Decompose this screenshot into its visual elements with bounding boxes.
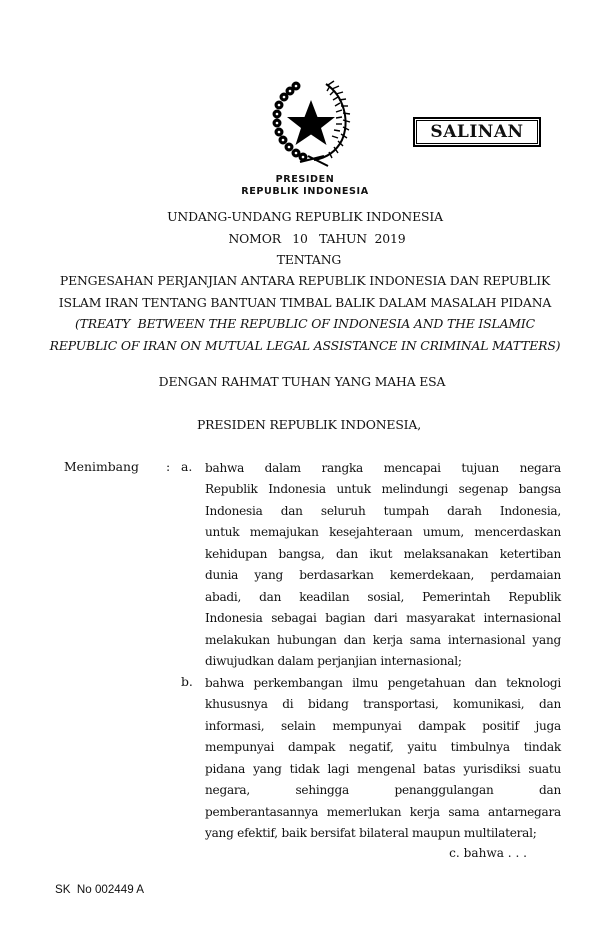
office-line-2: REPUBLIK INDONESIA bbox=[241, 186, 369, 197]
salinan-stamp bbox=[413, 117, 541, 147]
office-line-1: PRESIDEN bbox=[275, 174, 335, 185]
tentang-heading: TENTANG bbox=[276, 252, 342, 267]
item-line: pidana yang tidak lagi mengenal batas yurisdiksi suatu bbox=[205, 762, 561, 776]
garuda-star-emblem-icon bbox=[268, 76, 354, 168]
item-line: mempunyai dampak negatif, yaitu timbulnya tindak bbox=[205, 740, 561, 754]
subject-line-2: ISLAM IRAN TENTANG BANTUAN TIMBAL BALIK DALAM MASALAH PIDANA bbox=[58, 295, 552, 310]
considerations-colon: : bbox=[166, 459, 171, 474]
item-line: Indonesia sebagai bagian dari masyarakat internasional bbox=[205, 611, 561, 625]
item-line: dunia yang berdasarkan kemerdekaan, perdamaian bbox=[205, 568, 561, 582]
document-serial-number: SK No 002449 A bbox=[55, 883, 144, 896]
item-line: informasi, selain mempunyai dampak positif juga bbox=[205, 719, 561, 733]
item-line: abadi, dan keadilan sosial, Pemerintah Republik bbox=[205, 590, 561, 604]
subject-english-line-1: (TREATY BETWEEN THE REPUBLIC OF INDONESIA AND THE ISLAMIC bbox=[74, 316, 536, 331]
item-marker: b. bbox=[181, 674, 193, 689]
item-line: bahwa dalam rangka mencapai tujuan negara bbox=[205, 461, 561, 475]
item-line: pemberantasannya memerlukan kerja sama antarnegara bbox=[205, 805, 561, 819]
considerations-label: Menimbang bbox=[64, 459, 139, 474]
invocation: DENGAN RAHMAT TUHAN YANG MAHA ESA bbox=[158, 374, 446, 389]
item-line: diwujudkan dalam perjanjian internasional; bbox=[205, 654, 462, 668]
authority-line: PRESIDEN REPUBLIK INDONESIA, bbox=[197, 417, 421, 432]
item-line: Indonesia dan seluruh tumpah darah Indonesia, bbox=[205, 504, 561, 518]
item-line: khususnya di bidang transportasi, komunikasi, dan bbox=[205, 697, 561, 711]
stamp-inner-border bbox=[416, 120, 538, 144]
item-line: yang efektif, baik bersifat bilateral maupun multilateral; bbox=[205, 826, 537, 840]
item-line: bahwa perkembangan ilmu pengetahuan dan teknologi bbox=[205, 676, 561, 690]
law-number-line: NOMOR 10 TAHUN 2019 bbox=[228, 231, 406, 246]
item-line: melakukan hubungan dan kerja sama internasional yang bbox=[205, 633, 561, 647]
law-type: UNDANG-UNDANG REPUBLIK INDONESIA bbox=[167, 209, 443, 224]
item-line: Republik Indonesia untuk melindungi segenap bangsa bbox=[205, 482, 561, 496]
stamp-text: SALINAN bbox=[430, 122, 524, 142]
item-line: negara, sehingga penanggulangan dan bbox=[205, 783, 561, 797]
item-line: kehidupan bangsa, dan ikut melaksanakan ketertiban bbox=[205, 547, 561, 561]
subject-line-1: PENGESAHAN PERJANJIAN ANTARA REPUBLIK INDONESIA DAN REPUBLIK bbox=[59, 273, 551, 288]
subject-english-line-2: REPUBLIC OF IRAN ON MUTUAL LEGAL ASSISTANCE IN CRIMINAL MATTERS) bbox=[49, 338, 561, 353]
page-continuation: c. bahwa . . . bbox=[449, 846, 527, 860]
item-marker: a. bbox=[181, 459, 193, 474]
item-line: untuk memajukan kesejahteraan umum, mencerdaskan bbox=[205, 525, 561, 539]
